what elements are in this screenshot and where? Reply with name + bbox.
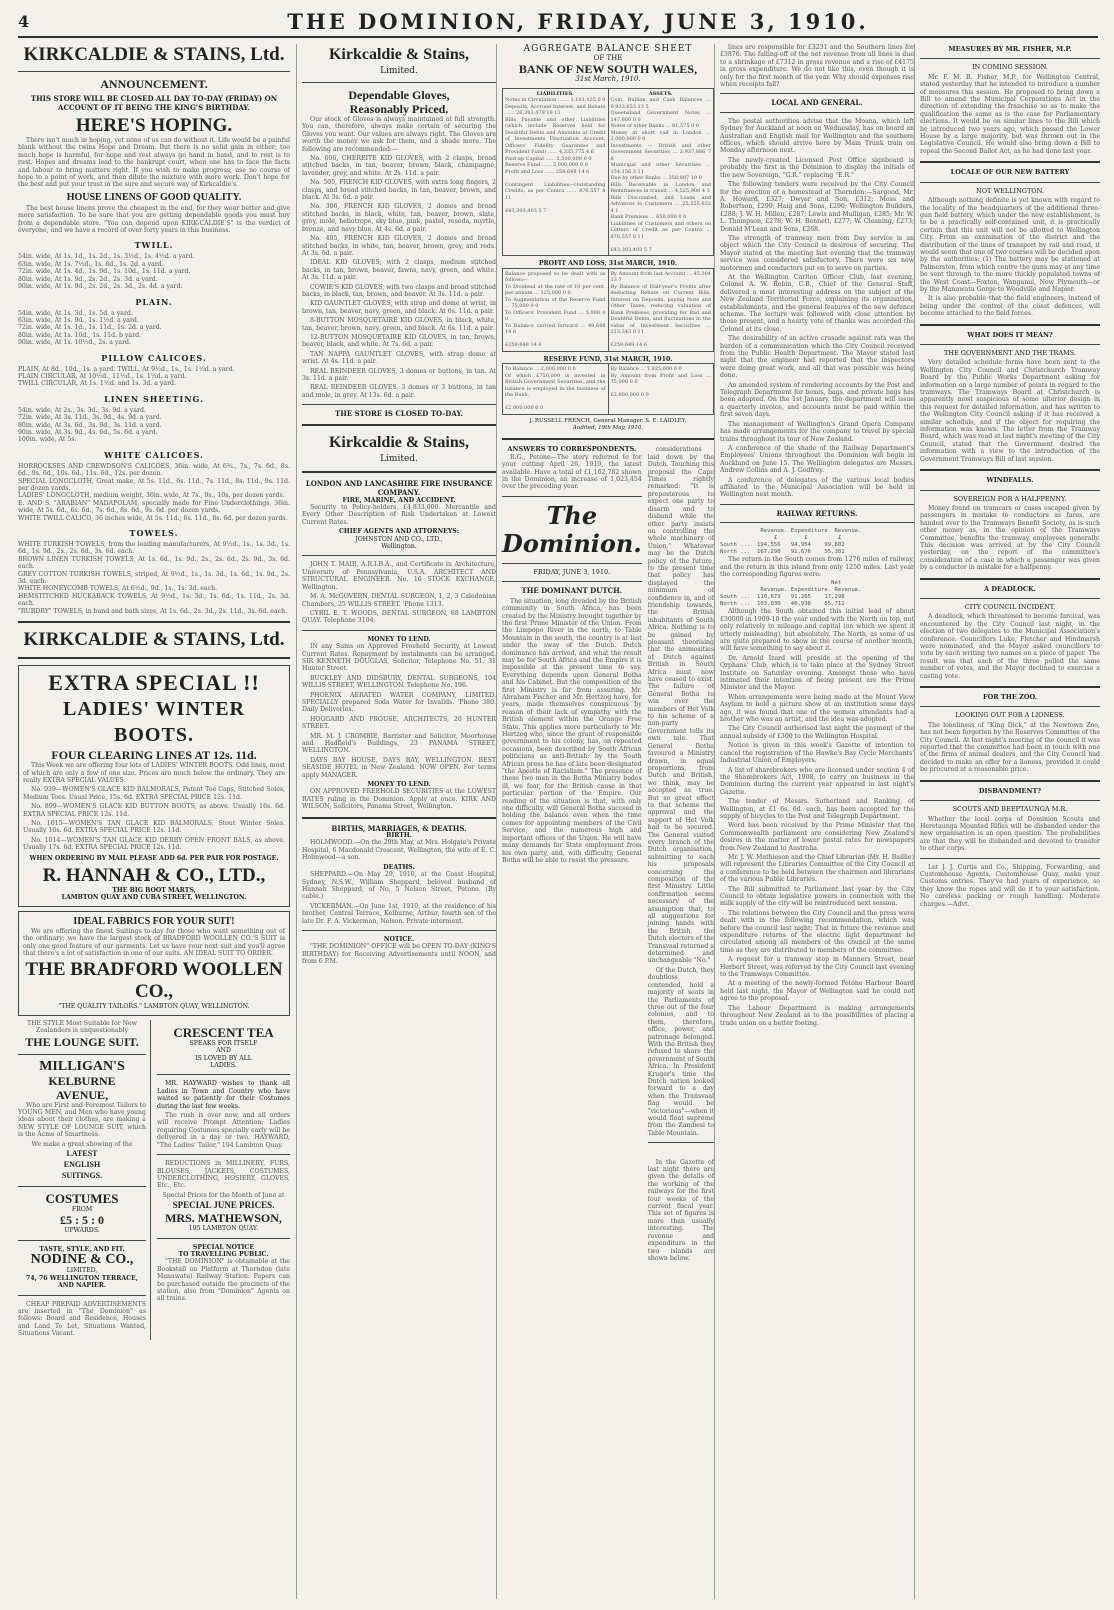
what-does-it-mean-heading: WHAT DOES IT MEAN?: [967, 330, 1053, 339]
council-incident-subheading: CITY COUNCIL INCIDENT.: [964, 602, 1056, 611]
notice-heading: NOTICE.: [383, 935, 415, 943]
travelling-public-heading: TO TRAVELLING PUBLIC.: [178, 1250, 269, 1258]
assets-heading: ASSETS.: [648, 90, 673, 97]
house-linens-heading: HOUSE LINENS OF GOOD QUALITY.: [66, 191, 242, 203]
latest-label: LATEST: [66, 1149, 98, 1159]
birth-subheading: BIRTH.: [386, 832, 412, 840]
bradford-heading: THE BRADFORD WOOLLEN CO.,: [25, 959, 283, 1003]
fire-insurance-subheading: FIRE, MARINE, AND ACCIDENT.: [342, 496, 456, 504]
column-4-news: lines are responsible for £3231 and the Southern lines for £3876. The falling-off of the net revenue from all lines is due to a shrinkage of £7312 in gross revenue and a rise of £4175 in gross expenditure. We do not like this, even though it is only for the first month of the year. Why should expenses rise when receipts fall? LOCAL AND GENERAL. The postal authorities advise that the Moana, which left Sydney for Auckland at noon on Wednesday, has on board an Australian and English mail for Wellington and the southern offices, which should arrive here by Main Trunk train on Monday afternoon next. The newly-created Licensed Post Office signboard is probably the first in the Dominion to display the initials of the new Sovereign, "G.R." replacing "E.R." The following tenders were received by the City Council for the erection of a homestead at Thorndon:—Sargood, Mr. A. Howard, £327; Dwyer and Son, £312; Moss and Robertson, £299; Haig and Sons, £290; Wellington Builders, £288; J. W. H. Millen, £287; Lewis and Mulligan, £285; Mr. W. L. Thompson, £278; W. H. Bennett, £277; W. Cleaning, £273; Donald M'Lean and Sons, £268. The strength of tramway men from Day service is an object which the City Council is desirous of securing. The Mayor stated at the meeting last evening that the tramway service was considered satisfactory. There were six new motormen and conductors put on to serve on parties. At the Wellington Carlton Officer Club, last evening, Colonel A. W. Robin, C.B., Chief of the General Staff, delivered a most interesting address on the subject of the New Zealand Territorial Force, explaining its organisation, establishments, and the general features of the new defence scheme. The lecture was followed with close attention by those present, and a hearty vote of thanks was accorded the Colonel at its close. The desirability of an active crusade against rats was the burden of a communication which the City Council received from the Public Health Department. The Mayor stated last night that the engineer had reported that the inspectors were doing great work, and all that was possible was being done. An amended system of rendering accounts by the Post and Telegraph Department for boxes, bags, and private bags has been adopted. On the 1st January, the department will issue a quarterly invoice, and accounts must be paid within the first seven days. The management of Wellington's Grand Opera Company has made arrangements for the company to travel by special trains throughout its tour of New Zealand. A conference of the shade of the Railway Department's Employees' Unions throughout the Dominion will begin in Auckland on June 15. The Wellington delegates are Messrs. Andrew Collins and A. J. Godfrey. A conference of delegates of the various local bodies affiliated to the Municipal Association will be held in Wellington next month. RAILWAY RETURNS. Revenue. Expenditure. Revenue. £ £ £ South ... 194,556 94,954 99,602 North ... 167,290 91,676 55,301 The return in the South comes from 1276 miles of railway, and the return in this island from only 1250 miles. Last year the corresponding figures were: Net Revenue. Expenditure. Revenue. South ... 110,673 91,265 17,298 North ... 103,030 40,938 55,712 Although the South obtained this initial lead of about £30000 in 1909-10 the year ended with the North on top, not only relatively to mileage and capital (on which we spent it utterly misleading), but absolutely. The North, as some of us are quite prepared to show in the course of another month, will have something to say about it. Dr. Arnold Izard will preside at the opening of the Orphans' Club, which is to take place at the Sydney Street Institute on Saturday evening. Amongst those who have intimated their intention of being present are the Prime Minister and the Mayor. When arrangements were being made at the Mount View Asylum to hold a picture show at an institution some days ago, it was found that one of the women attendants had a brother who was an artist, and the idea was adopted. The City Council authorised last night the payment of the annual subsidy of £300 to the Wellington Hospital. Notice is given in this week's Gazette of intention to cancel the registration of the Hawke's Bay Cycle Merchants' Industrial Union of Employers. A list of sharebrokers who are licensed under section 4 of the Sharebrokers Act, 1908, to carry on business in the Dominion during the current year appeared in last night's Gazette. The tender of Messrs. Sutherland and Ranking, of Wellington, at £1 6s. 6d. each, has been accepted for the supply of bicycles to the Post and Telegraph Department. Word has been received by the Prime Minister that the Commonwealth parliament are considering New Zealand's desires in the matter of lower postal rates for newspapers from New Zealand to Australia. Mr. J. W. Mathieson and the Chief Librarian (Mr. H. Baillie) will represent the Libraries Committee of the City Council at a conference to be held between the chairmen and librarians of the various Public Libraries. The Bill submitted to Parliament last year by the City Council to obtain legislative powers in connection with the milk supply of the city will be reintroduced next session. The relations between the City Council and the press were dealt with in the following recommendation, which was before the council last night: That in future the revenue and expenditure returns of the electric light department be circulated among all members of the council at the same time as they are distributed to members of the committee. A request for a tramway stop in Manners Street, near Herbert Street, was referred by the City Council last evening to the Tramways Committee. At a meeting of the newly-formed Petone Harbour Board held last night, the Mayor of Wellington said he could not agree to the proposal. The Labour Department is making arrangements throughout New Zealand as to the possibilities of placing a trade union on a better footing.: [714, 44, 914, 1599]
gloves-heading: Dependable Gloves,: [348, 88, 450, 102]
pillow-calicoes-heading: PILLOW CALICOES.: [101, 352, 207, 363]
mathewson-address: 195 LAMBTON QUAY.: [188, 1225, 259, 1233]
government-trams-subheading: THE GOVERNMENT AND THE TRAMS.: [943, 349, 1077, 357]
kirkcaldie-heading: KIRKCALDIE & STAINS, Ltd.: [23, 44, 285, 65]
newspaper-title: THE DOMINION, FRIDAY, JUNE 3, 1910.: [287, 8, 869, 34]
bank-signatures: J. RUSSELL FRENCH, General Manager. S. E. LAIDLEY,: [529, 417, 687, 424]
bank-name: BANK OF NEW SOUTH WALES,: [518, 62, 698, 77]
kirkcaldie-footer: KIRKCALDIE & STAINS, Ltd.: [23, 629, 285, 651]
mathewson-heading: MRS. MATHEWSON,: [165, 1211, 282, 1226]
suitings-label: SUITINGS.: [61, 1171, 103, 1181]
wellington-label: Wellington.: [381, 543, 417, 551]
column-5-news: MEASURES BY MR. FISHER, M.P. IN COMING SESSION. Mr. F. M. B. Fisher, M.P., for Wellington Central, stated yesterday that he intended to introduce a number of measures this session. He proposed to bring down a Bill to amend the Municipal Corporations Act in the direction of extending the franchise so as to make the qualification the same as is the case for Parliamentary elections. It would be on similar lines to the Bill which he introduced two years ago, which passed the Lower House by a large majority, but was thrown out in the Legislative Council. He would also bring down a Bill to repeal the Second Ballot Act, as he had done last year. LOCALE OF OUR NEW BATTERY NOT WELLINGTON. Although nothing definite is yet known with regard to the locality of the headquarters of the additional three-gun field battery, which under the new establishment, is to be a practically self-contained unit, it is practically certain that this unit will not be allotted to Wellington City. From an examination of the district and the distribution of the lines of transport by rail and road, it would seem that one of two courses will be decided upon by the authorities: (1) The battery may be stationed at Palmerston, from which centre the guns may at any time be sent through to the more thickly populated towns of the West Coast—Foxton, Wanganui, New Plymouth—or by the Manawatu Gorge to Woodville and Napier. It is also probable that the field engineers, instead of being under the control of the coast defences, will become attached to the field forces. WHAT DOES IT MEAN? THE GOVERNMENT AND THE TRAMS. Very detailed schedule forms have been sent to the Wellington City Council and Christchurch Tramway Board by the Public Works Department asking for information on a large number of points in regard to the tramways. The Tramways Board at Christchurch is apparently most suspicious of some ulterior design in this request for detailed information, and has written to the Wellington City Council asking if it has received a similar schedule, and if the object for requiring the information was known. The letter from the Tramway Board, which was read at last night's meeting of the City Council, stated that the Government desired the information with a view to the introduction of the Government Tramways Bill of last session. WINDFALLS. SOVEREIGN FOR A HALFPENNY. Money found on tramcars or cases escaped given by passengers in mistake to conductors as fares, are handed over to the Tramways Benefit Society, as is such other money as, in the opinion of the Tramways Committee, benefits the tramway employees generally. This decision was arrived at by the City Council yesterday, on the report of the committee's consideration of a case in which a passenger was given by a conductor in mistake for a halfpenny. A DEADLOCK. CITY COUNCIL INCIDENT. A deadlock, which threatened to become farcical, was encountered by the City Council last night, in the election of two delegates to the Municipal Association's conference. Councillors Luke, Fletcher and Hindmarsh were nominated, and the Mayor asked councillors to vote by each writing two names on a piece of paper. The result was that each of the three polled the same number of votes, and the Mayor declined to exercise a casting vote. FOR THE ZOO. LOOKING OUT FOR A LIONESS. The loneliness of "King Dick," at the Newtown Zoo, has not been forgotten by the Reserves Committee of the City Council. At last night's meeting of the council it was reported that the committee had been in touch with one of the firms of animal dealers, and the City Council had decided to make an offer for a lioness, provided it could be procured at a reasonable price. DISBANDMENT? SCOUTS AND BEEPTAUNGA M.R. Whether the local corps of Dominion Scouts and Heretaunga Mounted Rifles will be disbanded under the new organisation is an open question. The probabilities are that they will be disbanded and devoted to transfer to other corps. Let J. J. Curtis and Co., Shipping, Forwarding, and Customhouse Agents, Customhouse Quay, make your Customs entries. They've had years of experience, so they know the ropes and will do it to your satisfaction. No careless packing or rough handling. Moderate charges.—Advt.: [914, 44, 1100, 1599]
crescent-line-4: LADIES.: [210, 1062, 237, 1070]
sovereign-subheading: SOVEREIGN FOR A HALFPENNY.: [953, 494, 1067, 503]
windfalls-heading: WINDFALLS.: [986, 476, 1034, 485]
bradford-subheading: "THE QUALITY TAILORS." LAMBTON QUAY, WELLINGTON.: [58, 1003, 250, 1011]
crescent-line-1: SPEAKS FOR ITSELF: [189, 1039, 258, 1047]
clearing-lines-heading: FOUR CLEARING LINES AT 12s. 11d.: [51, 748, 257, 763]
closed-notice: THIS STORE WILL BE CLOSED ALL DAY TO-DAY (FRIDAY) ON ACCOUNT OF IT BEING THE KING'S BIRTHDAY.: [30, 94, 278, 112]
column-3-bank-and-editorial: AGGREGATE BALANCE SHEET OF THE BANK OF NEW SOUTH WALES, 31st March, 1910. LIABILITIES. Notes in Circulation ....... 1,101,125 0 0 Deposits, Accrued Interest, and Rebate ...... 26,383,479 19 11 Bills Payable and other Liabilities (which include Reserves held for Doubtful Debts and Amounts at Credit of Investments Fluctuation Account, Officers' Fidelity Guarantee and Provident Fund) ...... 4,333,775 4 6 Paid-up Capital ...... 2,500,000 0 0 Reserve Fund ...... 2,000,000 0 0 Profit and Loss ...... 259,648 14 6 Contingent Liabilities—Outstanding Credits, as per Contra ...... 876,557 8 11 £43,303,403 5 7 ASSETS. Coin, Bullion and Cash Balances ... 9,933,653 13 5 Queensland Government Notes ... 147,800 0 0 Notes of other Banks ... 81,575 0 0 Money at short call in London ... 2,000,000 0 0 Investments — British and other Government Securities ... 2,937,886 7 8 Municipal and other Securities ... 154,156 3 11 Due by other Banks ... 358,887 19 0 Bills Receivable in London and Remittances in transit ... 4,525,900 4 3 Bills Discounted, and Loans and Advances to Customers ... 25,555,632 4 1 Bank Premises ... 650,000 0 0 Liabilities of Customers and others on Letters of Credit as per Contra ... 876,557 8 11 £43,303,403 5 7 PROFIT AND LOSS, 31st MARCH, 1910. Balance proposed to be dealt with as follows— To Dividend at the rate of 10 per cent. per annum ... 125,000 0 0 To Augmentation of the Reserve Fund ... 75,000 0 0 To Officers' Provident Fund ... 5,000 0 0 To Balance carried forward ... 49,648 14 6 £259,648 14 6 By Amount from last Account ... 45,304 13 7 By Balance of Half-year's Profits after deducting Rebate on Current Bills, Interest on Deposits, paying Note and Other Taxes, reducing valuation of Bank Premises, providing for Bad and Doubtful Debts, and fluctuations in the value of Investment Securities ... 213,343 0 11 £259,648 14 6 RESERVE FUND, 31st MARCH, 1910. To Balance ... 2,000,000 0 0 Of which £750,000 is invested in British Government Securities, and the balance is employed in the business of the Bank. £2,000,000 0 0 By Balance ... 1,925,000 0 0 By Amount from Profit and Loss ... 75,000 0 0 £2,000,000 0 0 J. RUSSELL FRENCH, General Manager. S. E. LAIDLEY, Audited, 19th May, 1910. ANSWERS TO CORRESPONDENTS. R.G., Petone—The story referred to for your cutting April 26, 1910, the latest available. Have a total of £1,162,782 shown in the Dominion, an increase of 1,023,454 over the preceding year. The Dominion. FRIDAY, JUNE 3, 1910. THE DOMINANT DUTCH. The situation, long dreaded by the British community in South Africa, has been created by the Ministry brought together by the first Prime Minister of the Union. From the Limpopo River in the north, to Table Mountain in the south, the country is at last under the sway of the Dutch. Dutch dominance has arrived, and what the result may be for South Africa and the Empire it is impossible at the present time to say. Everything depends upon General Botha and his Cabinet. But the composition of the first Ministry is far from assuring. Mr. Abraham Fischer and Mr. Hertzog have, for years, made themselves conspicuous by reason of their lack of sympathy with the British element within the Orange Free State. This applies more particularly to Mr. Hertzog who, since the grant of responsible government to his colony, has, on repeated occasions, been described by South African politicians as anti-British: by the South African press he has of late been designated "the Apostle of Racialism." The presence of these two men in the Botha Ministry bodes ill, we fear, for the British cause in that particular portion of the Empire. Our reading of the situation is that, with only one difficulty, will General Botha succeed in holding the balance even when the time comes for appointing members of the Civil Service, and the numerous high and important offices of the Union. He will have many demands for State employment from his own party, and, with difficulty, General Botha will be able to resist the pressure. considerations laid down by the Dutch. Touching this proposal the Cape Times rightly remarked: "It is preposterous to expect one party to disarm and to disband while the other party insists on controlling the whole machinery of Union." Whatever may be the Dutch policy of the future, to the present time that policy has displayed the minimum of confidence in, and of friendship towards, the British inhabitants of South Africa. Nothing is to be gained by pleasant theorising that the animosities of Dutch against British in South Africa must now have ceased to exist. The failure of General Botha to win over the members of Het Volk to his scheme of a non-party Government tells its own tale. That General Botha favoured a Ministry drawn, in equal proportions, from Dutch and British, we think, may be accepted as true. But so great effect to that scheme the approval and the support of Het Volk had to be secured. The General visited every branch of the Dutch organisation, submitting to each his proposals concerning the composition of the first Ministry. Little confirmation seems necessary of the assumption that, to all suggestions for joining hands with the British, the Dutch electors of the Transvaal returned a determined and unchangeable "No." Of the Dutch, they doubtless contended, hold a majority of seats in the Parliaments of three out of the four colonies, and to them, therefore, office, power, and patronage belonged. With the British they refused to share the government of South Africa. In President Kruger's time the Dutch nation looked forward to a day when the Transvaal flag would be "victorious"—when it would float supreme from the Zambesi to Table Mountain. In the Gazette of last night there are given the details of the working of the railways for the first four weeks of the current fiscal year. This set of figures is more than usually interesting. The revenue and expenditure in the two islands are shown below.: [496, 44, 714, 1599]
column-2-advertisements: Kirkcaldie & Stains, Limited. Dependable Gloves, Reasonably Priced. Our stock of Gloves is always maintained at full strength. You can, therefore, always make certain of securing the Gloves you want. Our values are always right. The Gloves are worth the money we ask for them, and a shade more. The following are recommended:— No. 606, CHEREITE KID GLOVES, with 2 clasps, broad stitched backs, in tan, beaver, brown, black, champagne, lavender, grey, and white. At 2s. 11d. a pair. No. 505, FRENCH KID GLOVES, with extra long fingers, 2 clasps, and broad stitched backs, in tan, beaver, brown, and black. At 5s. 6d. a pair. No. 306, FRENCH KID GLOVES, 2 domes and broad stitched backs, in black, white, tan, beaver, brown, slate, grey, mole, heliotrope, sky blue, pink, pastel, reseda, myrtle, bronze, and navy blue. At 4s. 6d. a pair. No. 405, FRENCH KID GLOVES, 2 domes and broad stitched backs, in white, tan, beaver, brown, grey, and reds. At 3s. 6d. a pair. IDEAL KID GLOVES, with 2 clasps, medium stitched backs, in tan, brown, beaver, fawns, navy, green, and white. At 3s. 11d. a pair. COWIE'S KID GLOVES, with two clasps and broad stitched backs, in black, tan, brown, and beaver. At 3s. 11d. a pair. KID GAUNTLET GLOVES, with strap and dome at wrist, in brown, tan, beaver, navy, green, and black. At 6s. 11d. a pair. 8-BUTTON MOSQUETAIRE KID GLOVES, in black, white, tan, beaver, brown, navy, green, and black. At 6s. 11d. a pair. 12-BUTTON MOSQUETAIRE KID GLOVES, in tan, brown, beaver, black, and white. At 7s. 6d. a pair. TAN NAPPA GAUNTLET GLOVES, with strap dome at wrist. At 4s. 11d. a pair. REAL REINDEER GLOVES, 3 domes or buttons, in tan. At 3s. 11d. a pair. REAL REINDEER GLOVES, 3 domes or 3 buttons, in tan and mole, in grey. At 13s. 6d. a pair. THE STORE IS CLOSED TO-DAY. Kirkcaldie & Stains, Limited. LONDON AND LANCASHIRE FIRE INSURANCE COMPANY. FIRE, MARINE, AND ACCIDENT. Security to Policy-holders, £4,833,000. Mercantile and Every Other Description of Risk Undertaken at Lowest Current Rates. CHIEF AGENTS AND ATTORNEYS: JOHNSTON AND CO., LTD., Wellington. JOHN T. MAIR, A.R.I.B.A., and Certificate in Architecture, University of Pennsylvania, U.S.A. ARCHITECT AND STRUCTURAL ENGINEER. No. 16 STOCK EXCHANGE, Wellington. M. A. McGOVERN, DENTAL SURGEON, 1, 2, 3 Caledonian Chambers, 25 WILLIS STREET. 'Phone 1313. CYRIL E. T. WOODS, DENTAL SURGEON, 68 LAMBTON QUAY. Telephone 3104. MONEY TO LEND. IN any Sums on Approved Freehold Security, at Lowest Current Rates. Repayment by instalments can be arranged. SIR KENNETH DOUGLAS, Solicitor, Telephone No. 51. 31 Hunter Street. BUCKLEY AND DIDSBURY, DENTAL SURGEONS, 104 WILLIS STREET, WELLINGTON. Telephone No. 196. PHOENIX AERATED WATER COMPANY, LIMITED. SPECIALLY prepared Soda Water for Invalids. 'Phone 380. Daily Deliveries. HOGGARD AND PROUSE, ARCHITECTS, 20 HUNTER STREET. MR. M. J. CROMBIE, Barrister and Solicitor, Moorhouse and Hadfield's Buildings, 23 PANAMA STREET, WELLINGTON. DAYS BAY HOUSE, DAYS BAY, WELLINGTON. BEST SEASIDE HOTEL in New Zealand. NOW OPEN. For terms apply MANAGER. MONEY TO LEND. ON APPROVED FREEHOLD SECURITIES at the LOWEST RATES ruling in the Dominion. Apply at once. KIRK AND WILSON, Solicitors, Panama Street, Wellington. BIRTHS, MARRIAGES, & DEATHS. BIRTH. HOLMWOOD.—On the 29th May, at Mrs. Holgate's Private Hospital, 6 Macdonald Crescent, Wellington, the wife of E. C. Holmwood—a son. DEATHS. SHEPPARD.—On May 29, 1910, at the Coast Hospital, Sydney, N.S.W., William Sheppard, beloved husband of Hannah Sheppard, of No. 5 Nelson Street, Petone. (By cable.) VICKERMAN.—On June 1st, 1910, at the residence of his brother, Central Terrace, Kelburne, Arthur, fourth son of the late Dr. F. A. Vickerman, Nelson. Private interment. NOTICE. "THE DOMINION" OFFICE will be OPEN TO-DAY (KING'S BIRTHDAY) for Receiving Advertisements until NOON, and from 6 P.M.: [296, 44, 496, 1599]
fire-insurance-heading: LONDON AND LANCASHIRE FIRE INSURANCE COMPANY.: [305, 478, 493, 497]
crescent-tea-heading: CRESCENT TEA: [173, 1024, 274, 1040]
editorial-date: FRIDAY, JUNE 3, 1910.: [533, 567, 611, 576]
nodine-subheading: LIMITED,: [66, 1267, 98, 1275]
profit-loss-table: Balance proposed to be dealt with as follows— To Dividend at the rate of 10 per cent. per annum ... 125,000 0 0 To Augmentation of the Reserve Fund ... 75,000 0 0 To Officers' Provident Fund ... 5,000 0 0 To Balance carried forward ... 49,648 14 6 £259,648 14 6 By Amount from last Account ... 45,304 13 7 By Balance of Half-year's Profits after deducting Rebate on Current Bills, Interest on Deposits, paying Note and Other Taxes, reducing valuation of Bank Premises, providing for Bad and Doubtful Debts, and fluctuations in the value of Investment Securities ... 213,343 0 11 £259,648 14 6: [502, 268, 714, 352]
johnston-label: JOHNSTON AND CO., LTD.,: [355, 535, 443, 543]
english-label: ENGLISH: [63, 1160, 101, 1170]
column-1-advertisements: KIRKCALDIE & STAINS, Ltd. ANNOUNCEMENT. THIS STORE WILL BE CLOSED ALL DAY TO-DAY (FRIDAY) ON ACCOUNT OF IT BEING THE KING'S BIRTHDAY. HERE'S HOPING. There isn't much in hoping, yet none of us can do without it. Life would be a painful blank without the twins Hope and Dream. But there is no solid gain in either; too much hope is harmful, for hope and rest always go hand in hand, and to rest is to rust. Hopes and dreams lead to the bankrupt court, when one has to face the facts and labour to bring matters right. If you wish to make progress, use no course of hope to a point of work, and then dilute the mixture with more work. Don't hope for the best and put your trust in the sure and secure way of Kirkcaldie's. HOUSE LINENS OF GOOD QUALITY. The best house linens prove the cheapest in the end, for they wear better and give more satisfaction. To be sure that you are getting dependable goods you must buy from a dependable store. "You can depend upon KIRK-CALDIE'S" is the verdict of everyone, and we have a record of over forty years in this business. TWILL. 54in. wide, At 1s. 1d., 1s. 2d., 1s. 3½d., 1s. 4½d. a yard. 63in. wide, At 1s. 7½d., 1s. 8d., 1s. 2d. a yard. 72in. wide, At 1s. 4d., 1s. 9d., 1s. 10d., 1s. 11d. a yard. 80in. wide, At 1s. 9d., 2s. 2d., 2s. 3d. a yard. 90in. wide, At 1s. 9d., 2s. 2d., 2s. 3d., 2s. 4d. a yard. PLAIN. 54in. wide, At 1s. 3d., 1s. 5d. a yard. 63in. wide, At 1s. 9d., 1s. 1½d. a yard. 72in. wide, At 1s. 1d., 1s. 11d., 1s. 2d. a yard. 80in. wide, At 1s. 10d., 1s. 11d. b yard. 90in. wide, At 1s. 10½d., 2s. a yard. PILLOW CALICOES. PLAIN, At 8d., 10d., 1s. a yard. TWILL, At 9½d., 1s., 1s. 1½d. a yard. PLAIN CIRCULAR, At 10½d., 11½d., 1s. 1½d. a yard. TWILL CIRCULAR, At 1s. 1½d. and 1s. 3d. a yard. LINEN SHEETING. 54in. wide, At 2s., 3s. 3d., 3s. 9d. a yard. 72in. wide, At 3s. 11d., 3s. 9d., 4s. 9d. a yard. 80in. wide, At 3s. 6d., 3s. 9d., 3s. 11d. a yard. 90in. wide, At 3s. 9d., 4s. 6d., 5s. 6d. a yard. 100in. wide, At 5s. WHITE CALICOES. HORROCKSES AND CREWDSON'S CALICOES, 36in. wide, At 6¾., 7s., 7s. 6d., 8s. 6d., 9s. 6d., 10s. 6d., 11s. 6d., 12s. per dozen. SPECIAL LONGCLOTH, Great make, At 5s. 11d., 6s. 11d., 7s. 11d., 8s. 11d., 9s. 11d. per dozen yards. LADIES' LONGCLOTH, medium weight, 36in. wide, At 7s., 9s., 10s. per dozen yards. E. AND S. "ARABIAN" MADAPOLAM, specially made for Fine Underclothings, 36in. wide, At 5s. 6d., 6s. 6d., 7s. 6d., 8s. 6d., 9s. 6d. per dozen yards. WHITE TWILL CALICO, 36 inches wide, At 5s. 11d., 6s. 11d., 8s. 6d. per dozen yards. TOWELS. WHITE TURKISH TOWELS, from the leading manufacturers, At 9½d., 1s., 1s. 3d., 1s. 6d., 1s. 9d., 2s., 2s. 6d., 3s. 6d. each. BROWN LINEN TURKISH TOWELS, At 1s. 6d., 1s. 9d., 2s., 2s. 6d., 2s. 9d., 3s. 6d. each. GREY COTTON TURKISH TOWELS, striped, At 9½d., 1s., 1s. 3d., 1s. 6d., 1s. 9d., 2s. 3d. each. WHITE HONEYCOMB TOWELS, At 6½d., 9d., 1s., 1s. 3d. each. HEMSTITCHED HUCKABACK TOWELS, At 9½d., 1s. 3d., 1s. 6d., 1s. 11d., 2s. 3d. each. "RUBDRY" TOWELS, in band and bath sizes, At 1s. 6d., 2s. 3d., 2s. 11d., 3s. 6d. each. KIRKCALDIE & STAINS, Ltd. EXTRA SPECIAL !! LADIES' WINTER BOOTS. FOUR CLEARING LINES AT 12s. 11d. This Week we are offering four lots of LADIES' WINTER BOOTS. Odd lines, most of which are only a few of one size. Prices are much below the ordinary. They are really EXTRA SPECIAL VALUES. No. 939—WOMEN'S GLACE KID BALMORALS, Patent Toe Caps, Stitched Soles, Medium Toes. Usual Price, 15s. 6d. EXTRA SPECIAL PRICE 12s. 11d. No. 899—WOMEN'S GLACE KID BUTTON BOOTS, as above. Usually 16s. 6d. EXTRA SPECIAL PRICE 12s. 11d. No. 1015—WOMEN'S TAN GLACE KID BALMORALS, Stout Winter Soles. Usually 16s. 6d. EXTRA SPECIAL PRICE 12s. 11d. No. 1014—WOMEN'S TAN GLACE KID DERBY OPEN FRONT BALS, as above. Usually 17s. 6d. EXTRA SPECIAL PRICE 12s. 11d. WHEN ORDERING BY MAIL PLEASE ADD 6d. PER PAIR FOR POSTAGE. R. HANNAH & CO., LTD., THE BIG BOOT MARTS, LAMBTON QUAY AND CUBA STREET, WELLINGTON. IDEAL FABRICS FOR YOUR SUIT! We are offering the finest Suitings to-day for those who want something out of the ordinary; we have the largest stock of BRADFORD WOOLLEN CO.'S SUIT is only one good feature of our garments. Let us have your next suit and you'll agree that there's a lot of satisfaction in one of our suits. AN IDEAL SUIT TO ORDER. THE BRADFORD WOOLLEN CO., "THE QUALITY TAILORS." LAMBTON QUAY, WELLINGTON. THE STYLE Most Suitable for New Zealanders is unquestionably THE LOUNGE SUIT. MILLIGAN'S KELBURNE AVENUE, Who are First and Foremost Tailors to YOUNG MEN, and Men who have young ideas about their clothes, are making a NEW STYLE OF LOUNGE SUIT, which is the Acme of Smartness. We make a great showing of the LATEST ENGLISH SUITINGS. COSTUMES FROM £5 : 5 : 0 UPWARDS. TASTE, STYLE, AND FIT. NODINE & CO., LIMITED, 74, 76 WELLINGTON TERRACE, AND NAPIER. CHEAP PREPAID ADVERTISEMENTS are inserted in "The Dominion" as follows: Board and Residence, Houses and Land To Let, Situations Wanted, Situations Vacant. CRESCENT TEA SPEAKS FOR ITSELF AND IS LOVED BY ALL LADIES. MR. HAYWARD wishes to thank all Ladies in Town and Country who have waited so patiently for their Costumes during the last few weeks. The rush is over now, and all orders will receive Prompt Attention; Ladies requiring Costumes specially early will be delivered in a day or two. HAYWARD, "The Ladies' Tailor," 194 Lambton Quay. REDUCTIONS in MILLINERY, FURS, BLOUSES, JACKETS, COSTUMES, UNDERCLOTHING, HOSIERY, GLOVES, Etc., Etc. Special Prices for the Month of June at SPECIAL JUNE PRICES. MRS. MATHEWSON, 195 LAMBTON QUAY. SPECIAL NOTICE TO TRAVELLING PUBLIC. "THE DOMINION" is obtainable at the Bookstall on Platform at Thorndon (late Manawatu) Railway Station. Papers can be purchased outside the precincts of the station, also from "Dominion" Agents on all trains.: [18, 44, 290, 1599]
mail-order-notice: WHEN ORDERING BY MAIL PLEASE ADD 6d. PER PAIR FOR POSTAGE.: [29, 854, 279, 862]
page-number: 4: [18, 11, 30, 31]
profit-loss-heading: PROFIT AND LOSS, 31st MARCH, 1910.: [538, 260, 678, 268]
reserve-fund-heading: RESERVE FUND, 31st MARCH, 1910.: [543, 355, 673, 363]
reserve-fund-table: To Balance ... 2,000,000 0 0 Of which £750,000 is invested in British Government Securities, and the balance is employed in the business of the Bank. £2,000,000 0 0 By Balance ... 1,925,000 0 0 By Amount from Profit and Loss ... 75,000 0 0 £2,000,000 0 0: [502, 363, 714, 415]
of-the-label: OF THE: [593, 54, 623, 62]
deadlock-heading: A DEADLOCK.: [984, 584, 1036, 593]
ideal-fabrics-heading: IDEAL FABRICS FOR YOUR SUIT!: [73, 915, 235, 927]
limited-footer: Limited.: [380, 453, 418, 464]
money-to-lend-heading: MONEY TO LEND.: [367, 635, 431, 643]
heres-hoping-heading: HERE'S HOPING.: [75, 115, 233, 136]
costume-price: £5 : 5 : 0: [60, 1213, 104, 1228]
hayward-notice: MR. HAYWARD wishes to thank all Ladies in Town and Country who have waited so patiently for their Costumes during the last few weeks.: [157, 1080, 290, 1110]
masthead: [18, 6, 1098, 38]
milligans-heading: MILLIGAN'S: [39, 1058, 125, 1074]
births-heading: BIRTHS, MARRIAGES, & DEATHS.: [331, 823, 467, 833]
avenue-heading: AVENUE,: [55, 1087, 109, 1102]
money-to-lend-heading-2: MONEY TO LEND.: [367, 781, 431, 789]
zoo-heading: FOR THE ZOO.: [982, 693, 1038, 702]
balance-date: 31st March, 1910.: [575, 75, 641, 84]
railway-returns-heading: RAILWAY RETURNS.: [776, 508, 858, 518]
liabilities-heading: LIABILITIES.: [536, 90, 574, 97]
scouts-subheading: SCOUTS AND BEEPTAUNGA M.R.: [952, 805, 1068, 814]
towels-heading: TOWELS.: [129, 528, 179, 539]
dominant-dutch-heading: THE DOMINANT DUTCH.: [521, 586, 623, 596]
crescent-line-2: AND: [216, 1047, 231, 1055]
deaths-subheading: DEATHS.: [383, 863, 415, 871]
hannah-address: LAMBTON QUAY AND CUBA STREET, WELLINGTON.: [61, 894, 247, 902]
audited-date: Audited, 19th May, 1910.: [572, 425, 644, 432]
special-notice-heading: SPECIAL NOTICE: [192, 1243, 255, 1251]
store-closed-notice: THE STORE IS CLOSED TO-DAY.: [335, 409, 463, 419]
disbandment-heading: DISBANDMENT?: [978, 786, 1042, 795]
crescent-tea-advertisement: CRESCENT TEA SPEAKS FOR ITSELF AND IS LOVED BY ALL LADIES. MR. HAYWARD wishes to thank all Ladies in Town and Country who have waited so patiently for their Costumes during the last few weeks. The rush is over now, and all orders will receive Prompt Attention; Ladies requiring Costumes specially early will be delivered in a day or two. HAYWARD, "The Ladies' Tailor," 194 Lambton Quay. REDUCTIONS in MILLINERY, FURS, BLOUSES, JACKETS, COSTUMES, UNDERCLOTHING, HOSIERY, GLOVES, Etc., Etc. Special Prices for the Month of June at SPECIAL JUNE PRICES. MRS. MATHEWSON, 195 LAMBTON QUAY. SPECIAL NOTICE TO TRAVELLING PUBLIC. "THE DOMINION" is obtainable at the Bookstall on Platform at Thorndon (late Manawatu) Railway Station. Papers can be purchased outside the precincts of the station, also from "Dominion" Agents on all trains.: [157, 1024, 290, 1303]
balance-sheet-heading: AGGREGATE BALANCE SHEET: [523, 44, 693, 54]
session-subheading: IN COMING SESSION.: [971, 63, 1049, 72]
white-calicoes-heading: WHITE CALICOES.: [104, 449, 204, 460]
fisher-heading: MEASURES BY MR. FISHER, M.P.: [948, 45, 1072, 53]
lioness-subheading: LOOKING OUT FOR A LIONESS.: [955, 711, 1065, 720]
nodine-heading: NODINE & CO.,: [30, 1252, 134, 1268]
answers-heading: ANSWERS TO CORRESPONDENTS.: [507, 445, 637, 454]
twill-heading: TWILL.: [134, 240, 174, 251]
kirkcaldie-col2-heading: Kirkcaldie & Stains,: [328, 46, 469, 63]
costumes-heading: COSTUMES: [45, 1191, 119, 1207]
kirkcaldie-col2-footer: Kirkcaldie & Stains,: [328, 433, 469, 451]
milligans-advertisement: THE STYLE Most Suitable for New Zealanders is unquestionably THE LOUNGE SUIT. MILLIGAN'S KELBURNE AVENUE, Who are First and Foremost Tailors to YOUNG MEN, and Men who have young ideas about their clothes, are making a NEW STYLE OF LOUNGE SUIT, which is the Acme of Smartness. We make a great showing of the LATEST ENGLISH SUITINGS. COSTUMES FROM £5 : 5 : 0 UPWARDS. TASTE, STYLE, AND FIT. NODINE & CO., LIMITED, 74, 76 WELLINGTON TERRACE, AND NAPIER. CHEAP PREPAID ADVERTISEMENTS are inserted in "The Dominion" as follows: Board and Residence, Houses and Land To Let, Situations Wanted, Situations Vacant.: [18, 1020, 151, 1340]
announcement-heading: ANNOUNCEMENT.: [100, 77, 208, 91]
not-wellington-subheading: NOT WELLINGTON.: [976, 186, 1044, 195]
extra-special-heading: EXTRA SPECIAL !!: [48, 670, 260, 696]
upwards-label: UPWARDS.: [64, 1227, 100, 1235]
nodine-address: 74, 76 WELLINGTON TERRACE, AND NAPIER.: [26, 1274, 138, 1290]
agents-heading: CHIEF AGENTS AND ATTORNEYS:: [338, 528, 460, 536]
hannah-subheading: THE BIG BOOT MARTS,: [112, 886, 196, 894]
hannah-heading: R. HANNAH & CO., LTD.,: [42, 864, 266, 886]
bradford-advertisement: IDEAL FABRICS FOR YOUR SUIT! We are offering the finest Suitings to-day for those who want something out of the ordinary; we have the largest stock of BRADFORD WOOLLEN CO.'S SUIT is only one good feature of our garments. Let us have your next suit and you'll agree that there's a lot of satisfaction in one of our suits. AN IDEAL SUIT TO ORDER. THE BRADFORD WOOLLEN CO., "THE QUALITY TAILORS." LAMBTON QUAY, WELLINGTON.: [18, 911, 290, 1016]
local-general-heading: LOCAL AND GENERAL.: [771, 98, 863, 108]
limited-label: Limited.: [380, 66, 418, 76]
battery-heading: LOCALE OF OUR NEW BATTERY: [950, 168, 1070, 177]
balance-sheet-table: LIABILITIES. Notes in Circulation ....... 1,101,125 0 0 Deposits, Accrued Interest, and Rebate ...... 26,383,479 19 11 Bills Payable and other Liabilities (which include Reserves held for Doubtful Debts and Amounts at Credit of Investments Fluctuation Account, Officers' Fidelity Guarantee and Provident Fund) ...... 4,333,775 4 6 Paid-up Capital ...... 2,500,000 0 0 Reserve Fund ...... 2,000,000 0 0 Profit and Loss ...... 259,648 14 6 Contingent Liabilities—Outstanding Credits, as per Contra ...... 876,557 8 11 £43,303,403 5 7 ASSETS. Coin, Bullion and Cash Balances ... 9,933,653 13 5 Queensland Government Notes ... 147,800 0 0 Notes of other Banks ... 81,575 0 0 Money at short call in London ... 2,000,000 0 0 Investments — British and other Government Securities ... 2,937,886 7 8 Municipal and other Securities ... 154,156 3 11 Due by other Banks ... 358,887 19 0 Bills Receivable in London and Remittances in transit ... 4,525,900 4 3 Bills Discounted, and Loans and Advances to Customers ... 25,555,632 4 1 Bank Premises ... 650,000 0 0 Liabilities of Customers and others on Letters of Credit as per Contra ... 876,557 8 11 £43,303,403 5 7: [502, 88, 714, 257]
from-label: FROM: [71, 1206, 93, 1214]
dominion-masthead: The Dominion.: [502, 500, 642, 558]
taste-label: TASTE, STYLE, AND FIT.: [39, 1245, 125, 1253]
gloves-subheading: Reasonably Priced.: [349, 102, 449, 116]
winter-boots-heading: LADIES' WINTER BOOTS.: [62, 698, 246, 747]
june-prices-heading: SPECIAL JUNE PRICES.: [172, 1200, 275, 1211]
lounge-suit-heading: THE LOUNGE SUIT.: [25, 1034, 139, 1049]
linen-sheeting-heading: LINEN SHEETING.: [104, 393, 204, 404]
plain-heading: PLAIN.: [135, 296, 173, 307]
crescent-line-3: IS LOVED BY ALL: [195, 1054, 252, 1062]
boots-advertisement: EXTRA SPECIAL !! LADIES' WINTER BOOTS. FOUR CLEARING LINES AT 12s. 11d. This Week we are offering four lots of LADIES' WINTER BOOTS. Odd lines, most of which are only a few of one size. Prices are much below the ordinary. They are really EXTRA SPECIAL VALUES. No. 939—WOMEN'S GLACE KID BALMORALS, Patent Toe Caps, Stitched Soles, Medium Toes. Usual Price, 15s. 6d. EXTRA SPECIAL PRICE 12s. 11d. No. 899—WOMEN'S GLACE KID BUTTON BOOTS, as above. Usually 16s. 6d. EXTRA SPECIAL PRICE 12s. 11d. No. 1015—WOMEN'S TAN GLACE KID BALMORALS, Stout Winter Soles. Usually 16s. 6d. EXTRA SPECIAL PRICE 12s. 11d. No. 1014—WOMEN'S TAN GLACE KID DERBY OPEN FRONT BALS, as above. Usually 17s. 6d. EXTRA SPECIAL PRICE 12s. 11d. WHEN ORDERING BY MAIL PLEASE ADD 6d. PER PAIR FOR POSTAGE. R. HANNAH & CO., LTD., THE BIG BOOT MARTS, LAMBTON QUAY AND CUBA STREET, WELLINGTON.: [18, 665, 290, 907]
kelburne-heading: KELBURNE: [48, 1073, 116, 1088]
